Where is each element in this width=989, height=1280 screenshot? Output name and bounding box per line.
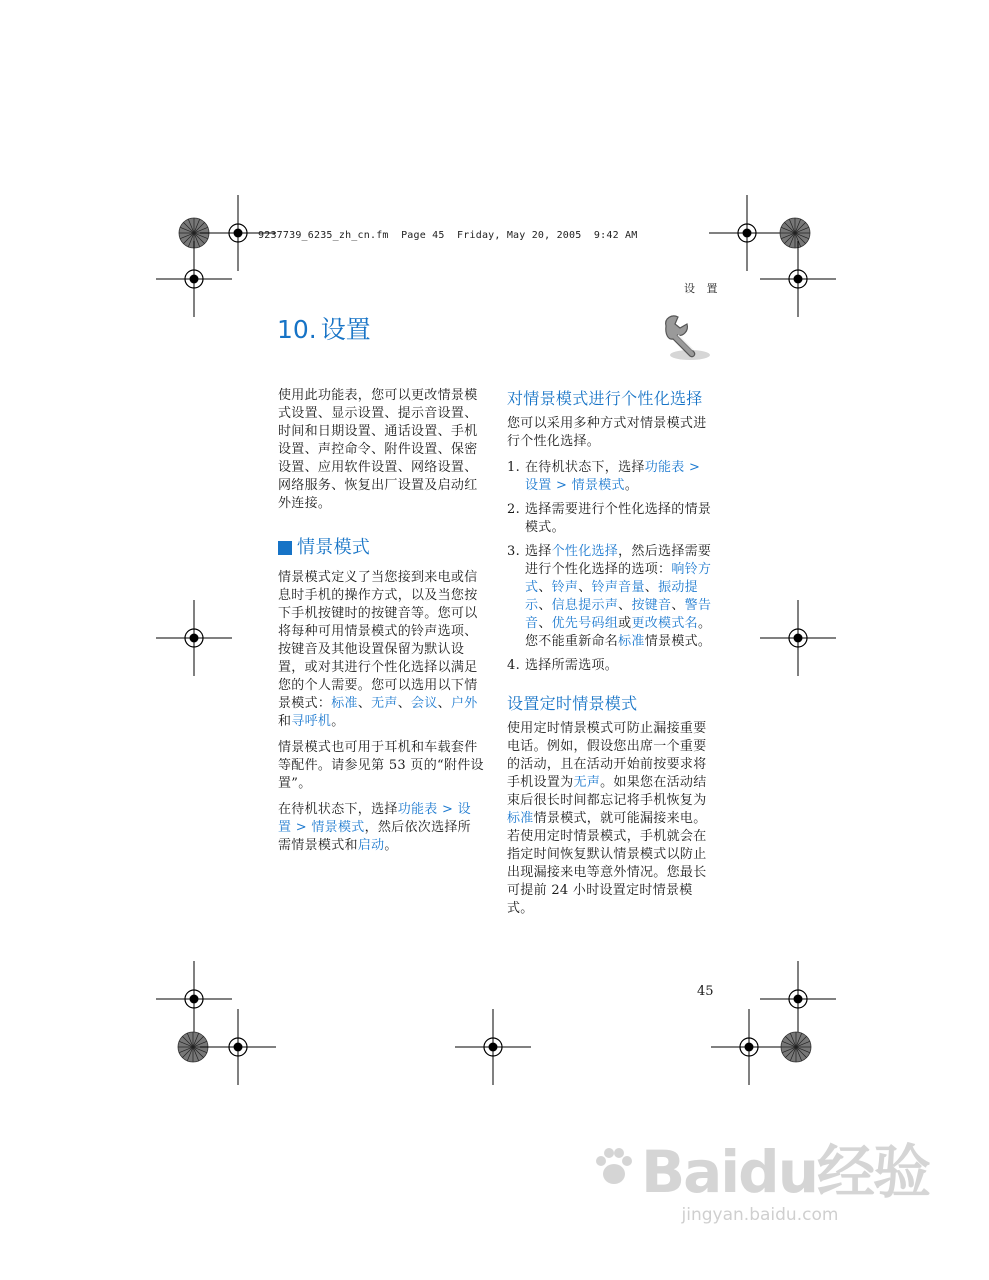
watermark-logo-text: Baidu经验: [640, 1138, 929, 1206]
step-tail-end: 情景模式。: [644, 634, 712, 649]
separator: 、: [397, 696, 412, 711]
list-item: [507, 501, 713, 537]
profile-link-outdoor: 户外: [450, 696, 478, 711]
activate-text-mid: ，然后依次选择所需情景模式和: [278, 820, 471, 853]
period: 。: [384, 838, 398, 853]
list-item: [507, 459, 713, 495]
step-text: 选择所需选项。: [525, 658, 619, 673]
page-number: 45: [697, 984, 714, 999]
option-ringing-type: 响铃方式: [525, 562, 712, 595]
chapter-name: 设置: [320, 315, 371, 344]
section-heading: [278, 536, 484, 560]
running-section-label: 设 置: [684, 282, 722, 295]
timed-profile-heading: 设置定时情景模式: [507, 694, 638, 713]
profile-link-pager: 寻呼机: [291, 714, 332, 729]
steps-list: [507, 459, 713, 675]
watermark: [591, 1125, 929, 1225]
list-item: [507, 543, 713, 651]
step-text: 选择个性化选择，然后选择需要进行个性化选择的选项：响铃方式、铃声、铃声音量、振动提示、信息提示声、按键音、警告音、优先号码组或更改模式名。您不能重新命名标准情景模式。: [525, 544, 712, 649]
menu-path-link: 功能表 > 设置 > 情景模式: [525, 460, 701, 493]
timed-text-2: 。如果您在活动结束后很长时间都忘记将手机恢复为: [507, 775, 707, 808]
option-vibrating-alert: 振动提示: [525, 580, 698, 613]
standard-link: 标准: [618, 634, 645, 649]
intro-paragraph: 使用此功能表，您可以更改情景模式设置、显示设置、提示音设置、时间和日期设置、通话设置、手机设置、声控命令、附件设置、保密设置、应用软件设置、网络设置、网络服务、恢复出厂设置及启动红外连接。: [278, 388, 478, 511]
step-text: 选择需要进行个性化选择的情景模式。: [525, 502, 712, 535]
personalize-intro: 您可以采用多种方式对情景模式进行个性化选择。: [507, 416, 707, 449]
activate-text-pre: 在待机状态下，选择: [278, 802, 398, 817]
step-text-pre: 选择: [525, 544, 552, 559]
period: 。: [624, 478, 639, 493]
step-number: 1.: [507, 460, 521, 475]
section-heading-text: 情景模式: [297, 537, 371, 558]
period: 。: [331, 714, 345, 729]
option-alert-for: 优先号码组: [551, 616, 619, 631]
step-number: 2.: [507, 502, 521, 517]
activate-paragraph: [278, 801, 484, 855]
option-keypad-tones: 按键音: [631, 598, 672, 613]
watermark-url: jingyan.baidu.com: [681, 1205, 839, 1225]
option-warning-tones: 警告音: [525, 598, 712, 631]
or-text: 或: [618, 616, 632, 631]
step-text-pre: 在待机状态下，选择: [525, 460, 645, 475]
profile-link-silent: 无声: [371, 696, 398, 711]
option-ringtone: 铃声: [551, 580, 579, 595]
step-tail-pre: 。您不能重新命名: [525, 616, 712, 649]
profile-link-meeting: 会议: [411, 696, 438, 711]
option-message-alert-tone: 信息提示声: [551, 598, 619, 613]
separator: 、: [437, 696, 451, 711]
chapter-title: [277, 310, 371, 346]
chapter-number: 10.: [277, 315, 317, 344]
silent-link: 无声: [573, 775, 601, 790]
profile-link-standard: 标准: [331, 696, 358, 711]
separator: 、: [357, 696, 372, 711]
profiles-text: 情景模式定义了当您接到来电或信息时手机的操作方式，以及当您按下手机按键时的按键音等。您可以将每种可用情景模式的铃声选项、按键音及其他设置保留为默认设置，或对其进行个性化选择以满足您的个人需要。您可以选用以下情景模式：: [278, 570, 478, 711]
square-bullet-icon: [278, 541, 292, 555]
wrench-icon: [656, 312, 712, 364]
option-ringing-volume: 铃声音量: [591, 580, 645, 595]
step-text-mid: ，然后选择需要进行个性化选择的选项：: [525, 544, 712, 577]
timed-profile-paragraph: [507, 720, 713, 918]
profiles-paragraph: [278, 569, 484, 731]
personalize-heading: 对情景模式进行个性化选择: [507, 389, 703, 408]
accessories-paragraph: 情景模式也可用于耳机和车载套件等配件。请参见第 53 页的“附件设置”。: [278, 740, 484, 791]
timed-text-1: 使用定时情景模式可防止漏接重要电话。例如，假设您出席一个重要的活动，且在活动开始前按要求将手机设置为: [507, 721, 707, 790]
watermark-logo: [591, 1125, 929, 1209]
file-header-line: 9237739_6235_zh_cn.fm Page 45 Friday, May 20, 2005 9:42 AM: [258, 230, 638, 241]
activate-link: 启动: [357, 838, 385, 853]
step-number: 4.: [507, 658, 521, 673]
step-text: [525, 459, 713, 495]
timed-text-3: 情景模式，就可能漏接来电。若使用定时情景模式，手机就会在指定时间恢复默认情景模式以防止出现漏接来电等意外情况。您最长可提前 24 小时设置定时情景模式。: [507, 811, 707, 916]
left-column: [278, 387, 484, 863]
personalize-link: 个性化选择: [551, 544, 619, 559]
standard-link: 标准: [507, 811, 534, 826]
option-profile-name: 更改模式名: [631, 616, 698, 631]
separator: 和: [278, 714, 292, 729]
right-column: [507, 388, 713, 926]
step-number: 3.: [507, 544, 521, 559]
menu-path-link: 功能表 > 设置 > 情景模式: [278, 802, 471, 835]
list-item: [507, 657, 713, 675]
paw-icon: [591, 1144, 637, 1190]
